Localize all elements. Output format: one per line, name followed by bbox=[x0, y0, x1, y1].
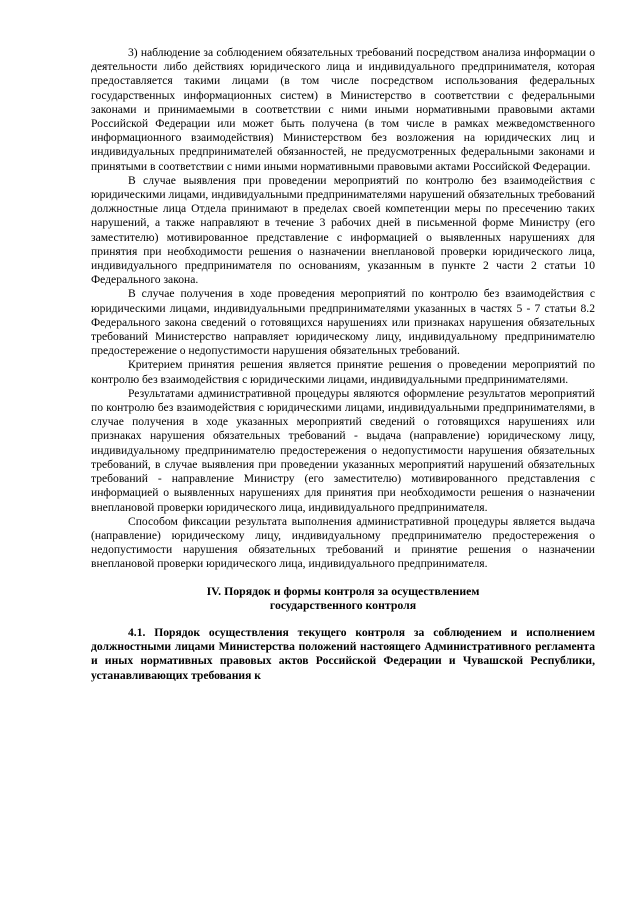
paragraph-procedure-results: Результатами административной процедуры являются оформление результатов мероприятий по контролю без взаимодействия с юридическими лицами, индивидуальными предпринимателями, в случае получения в ходе указанных мероприятий сведений о готовящихся нарушениях или признаках нарушения обязательных требований - выдача (направление) юридическому лицу, индивидуальному предпринимателю предостережения о недопустимости нарушения обязательных требований, в случае выявления при проведении указанных мероприятий нарушений обязательных требований - направление Министру (его заместителю) мотивированного представления с информацией о выявленных нарушениях для принятия при необходимости решения о назначении внеплановой проверки юридического лица, индивидуального предпринимателя. bbox=[91, 386, 595, 514]
paragraph-warning-issued: В случае получения в ходе проведения мероприятий по контролю без взаимодействия с юридическими лицами, индивидуальными предпринимателями указанных в частях 5 - 7 статьи 8.2 Федерального закона сведений о готовящихся нарушениях или признаках нарушения обязательных требований Министерство направляет юридическому лицу, индивидуальному предпринимателю предостережение о недопустимости нарушения обязательных требований. bbox=[91, 287, 595, 358]
section-heading-line1: IV. Порядок и формы контроля за осуществлением bbox=[206, 583, 480, 598]
paragraph-violations-detected: В случае выявления при проведении мероприятий по контролю без взаимодействия с юридическими лицами, индивидуальными предпринимателями нарушений обязательных требований должностные лица Отдела принимают в пределах своей компетенции меры по пресечению таких нарушений, а также направляют в течение 3 рабочих дней в письменной форме Министру (его заместителю) мотивированное представление с информацией о выявленных нарушениях для принятия при необходимости решения о назначении внеплановой проверки юридического лица, индивидуального предпринимателя по основаниям, указанным в пункте 2 части 2 статьи 10 Федерального закона. bbox=[91, 173, 595, 287]
section-heading bbox=[91, 584, 595, 612]
section-heading-line2: государственного контроля bbox=[269, 597, 417, 612]
subsection-4-1-text: 4.1. Порядок осуществления текущего контроля за соблюдением и исполнением должностными лицами Министерства положений настоящего Административного регламента и иных нормативных правовых актов Российской Федерации и Чувашской Республики, устанавливающих требования к bbox=[91, 625, 595, 682]
paragraph-monitoring: 3) наблюдение за соблюдением обязательных требований посредством анализа информации о деятельности либо действиях юридического лица и индивидуального предпринимателя, которая предоставляется такими лицами (в том числе посредством использования федеральных государственных информационных систем) в Министерство в соответствии с федеральными законами и принимаемыми в соответствии с ними иными нормативными правовыми актами Российской Федерации или может быть получена (в том числе в рамках межведомственного информационного взаимодействия) Министерством без возложения на юридических лиц и индивидуальных предпринимателей обязанностей, не предусмотренных федеральными законами и принятыми в соответствии с ними иными нормативными правовыми актами Российской Федерации. bbox=[91, 46, 595, 173]
paragraph-result-fixation: Способом фиксации результата выполнения административной процедуры является выдача (направление) юридическому лицу, индивидуальному предпринимателю предостережения о недопустимости нарушения обязательных требований и принятие решения о назначении внеплановой проверки юридического лица, индивидуального предпринимателя. bbox=[91, 514, 595, 571]
paragraph-decision-criterion: Критерием принятия решения является принятие решения о проведении мероприятий по контролю без взаимодействия с юридическими лицами, индивидуальными предпринимателями. bbox=[91, 358, 595, 386]
